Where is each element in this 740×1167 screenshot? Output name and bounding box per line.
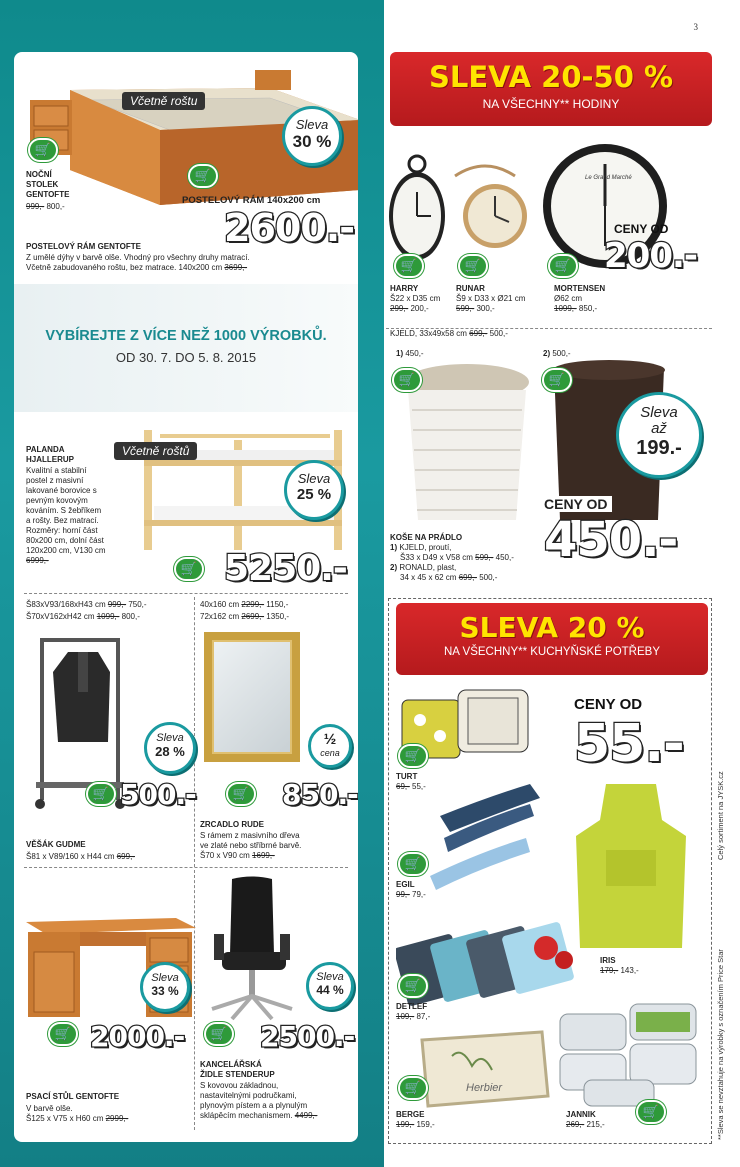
banner-subline: NA VŠECHNY** KUCHYŇSKÉ POTŘEBY — [443, 646, 660, 658]
half-price-badge — [308, 724, 352, 768]
cart-icon[interactable]: 🛒 — [458, 254, 488, 278]
badge-value: 44 % — [316, 983, 344, 997]
desk-discount-badge — [140, 962, 190, 1012]
clock-mortensen: MORTENSEN Ø62 cm 1099,- 850,- — [554, 284, 606, 313]
cart-icon[interactable]: 🛒 — [28, 138, 58, 162]
badge-value: 33 % — [151, 984, 179, 998]
cart-icon[interactable]: 🛒 — [542, 368, 572, 392]
cart-icon[interactable]: 🛒 — [398, 974, 428, 998]
page-number: 3 — [693, 22, 698, 32]
badge-value: 199.- — [636, 437, 682, 459]
banner-headline: SLEVA 20-50 % — [428, 60, 674, 94]
kitchen-banner — [396, 603, 708, 675]
desk-name: PSACÍ STŮL GENTOFTE — [26, 1092, 120, 1101]
left-panel — [14, 52, 358, 1142]
kjeld-line: KJELD, 33x49x58 cm 699,- 500,- — [390, 329, 508, 338]
bunk-discount-badge — [284, 460, 344, 520]
baskets-price: 450.- — [544, 512, 678, 568]
baskets-ceny-od: CENY OD — [540, 496, 612, 512]
clocks-ceny-od: CENY OD — [614, 222, 669, 236]
badge-value: ½ — [323, 731, 337, 748]
wicker-basket-image — [402, 360, 532, 530]
nightstand-name: NOČNÍ STOLEK GENTOFTE — [26, 170, 70, 199]
divider — [24, 867, 348, 868]
mirror-size-1: 40x160 cm 2299,- 1150,- — [200, 600, 289, 609]
side-note-sortiment: Celý sortiment na JYSK.cz — [716, 771, 725, 860]
cart-icon[interactable]: 🛒 — [48, 1022, 78, 1046]
bunk-size-1: Š83xV93/168xH43 cm 999,- 750,- — [26, 600, 147, 609]
badge-label: Sleva — [151, 972, 179, 984]
mirror-price: 850.- — [282, 778, 358, 811]
clocks-banner — [390, 52, 712, 126]
cart-icon[interactable]: 🛒 — [398, 1076, 428, 1100]
divider — [24, 593, 348, 594]
rack-price: 500.- — [120, 778, 196, 811]
rack-discount-badge — [144, 722, 196, 774]
badge-value: 25 % — [296, 486, 332, 503]
promo-line2: OD 30. 7. DO 5. 8. 2015 — [115, 350, 257, 365]
cart-icon[interactable]: 🛒 — [394, 254, 424, 278]
clock-harry: HARRY Š22 x D35 cm 299,- 200,- — [390, 284, 441, 313]
nightstand-price: 999,- 800,- — [26, 202, 65, 211]
bed-desc2: Včetně zabudovaného roštu, bez matrace. 140x200 cm 3699,- — [26, 263, 248, 272]
basket-tag-1: 1) 450,- — [396, 349, 424, 358]
rack-dims: Š81 x V89/160 x H44 cm 699,- — [26, 852, 135, 861]
mirror-image — [204, 632, 300, 762]
chair-discount-badge — [306, 962, 354, 1010]
food-containers-image — [554, 1000, 704, 1110]
bed-desc1: Z umělé dýhy v barvě olše. Vhodný pro všechny druhy matrací. — [26, 253, 250, 262]
chair-name: KANCELÁŘSKÁ ŽIDLE STENDERUP — [200, 1060, 275, 1079]
bed-price: 2600.- — [224, 206, 354, 250]
cart-icon[interactable]: 🛒 — [204, 1022, 234, 1046]
bed-title: POSTELOVÝ RÁM 140x200 cm — [182, 195, 321, 206]
kitchen-egil: EGIL 99,- 79,- — [396, 880, 426, 899]
bunk-name: PALANDA HJALLERUP — [26, 445, 75, 464]
bunk-rost-label: Včetně roštů — [114, 442, 197, 460]
kitchen-turt: TURT 69,- 55,- — [396, 772, 426, 791]
chair-desc: S kovovou základnou, nastavitelnými područkami, plynovým pístem a a plynulým sklápěcím mechanismem. 4499,- — [200, 1081, 318, 1120]
basket-tag-2: 2) 500,- — [543, 349, 571, 358]
cart-icon[interactable]: 🛒 — [398, 852, 428, 876]
badge-value: 28 % — [155, 744, 185, 759]
banner-headline: SLEVA 20 % — [459, 611, 645, 644]
promo-line1: VYBÍREJTE Z VÍCE NEŽ 1000 VÝROBKŮ. — [45, 328, 327, 344]
bunk-size-2: Š70xV162xH42 cm 1099,- 800,- — [26, 612, 140, 621]
cart-icon[interactable]: 🛒 — [636, 1100, 666, 1124]
badge-label: Sleva — [156, 732, 184, 744]
kitchen-berge: BERGE 199,- 159,- — [396, 1110, 435, 1129]
clock-runar: RUNAR Š9 x D33 x Ø21 cm 599,- 300,- — [456, 284, 526, 313]
badge-label: Sleva — [297, 471, 331, 486]
tray-text: Herbier — [466, 1082, 503, 1094]
kitchen-iris: IRIS 179,- 143,- — [600, 956, 639, 975]
bunk-price: 5250.- — [224, 548, 347, 589]
divider — [194, 597, 195, 867]
cart-icon[interactable]: 🛒 — [174, 557, 204, 581]
kitchen-jannik: JANNIK 269,- 215,- — [566, 1110, 605, 1129]
badge-label: až — [651, 420, 667, 437]
bed-name: POSTELOVÝ RÁM GENTOFTE — [26, 242, 141, 251]
cart-icon[interactable]: 🛒 — [86, 782, 116, 806]
kitchen-price: 55.- — [574, 714, 684, 774]
badge-label: Sleva — [316, 971, 344, 983]
badge-value: 30 % — [292, 132, 332, 151]
chair-price: 2500.- — [260, 1020, 355, 1053]
mirror-desc: S rámem z masivního dřeva ve zlaté nebo stříbrné barvě. Š70 x V90 cm 1699,- — [200, 831, 302, 860]
cart-icon[interactable]: 🛒 — [188, 164, 218, 188]
clock-face-text: Le Grand Marché — [585, 175, 632, 181]
cart-icon[interactable]: 🛒 — [226, 782, 256, 806]
promo-band — [14, 284, 358, 412]
serving-tray-image — [412, 1026, 552, 1112]
bunk-desc: Kvalitní a stabilní postel z masivní lakované borovice s pevným kovovým kováním. S žebříkem a rošty. Bez matrací. Rozměry: horní část 80x200 cm, dolní část 120x200 cm, V130 cm 6999,- — [26, 466, 106, 565]
cart-icon[interactable]: 🛒 — [392, 368, 422, 392]
bed-rost-label: Včetně roštu — [122, 92, 205, 110]
side-note-disclaimer: **Sleva se nevztahuje na výrobky s označením Price Star — [716, 949, 725, 1140]
clocks-price: 200.- — [604, 236, 697, 276]
mirror-name: ZRCADLO RUDE — [200, 820, 264, 829]
baskets-discount-badge — [616, 392, 702, 478]
desk-desc: V barvě olše. Š125 x V75 x H60 cm 2999,- — [26, 1104, 129, 1123]
mirror-size-2: 72x162 cm 2699,- 1350,- — [200, 612, 289, 621]
cutting-boards-image — [396, 920, 596, 1010]
bed-discount-badge — [282, 106, 342, 166]
baskets-info: KOŠE NA PRÁDLO 1) KJELD, proutí, Š33 x D49 x V58 cm 599,- 450,- 2) RONALD, plast, 34 x 45 x 62 cm 699,- 500,- — [390, 533, 514, 582]
kitchen-detlef: DETLEF 109,- 87,- — [396, 1002, 431, 1021]
kitchen-ceny-od: CENY OD — [574, 696, 643, 713]
cart-icon[interactable]: 🛒 — [548, 254, 578, 278]
garlic-press-image — [430, 776, 560, 896]
badge-label: Sleva — [295, 117, 329, 132]
office-chair-image — [202, 874, 302, 1024]
badge-label: cena — [320, 748, 340, 758]
cart-icon[interactable]: 🛒 — [398, 744, 428, 768]
banner-subline: NA VŠECHNY** HODINY — [482, 97, 620, 111]
rack-name: VĚŠÁK GUDME — [26, 840, 86, 849]
desk-price: 2000.- — [90, 1020, 185, 1053]
badge-label: Sleva — [640, 404, 678, 421]
